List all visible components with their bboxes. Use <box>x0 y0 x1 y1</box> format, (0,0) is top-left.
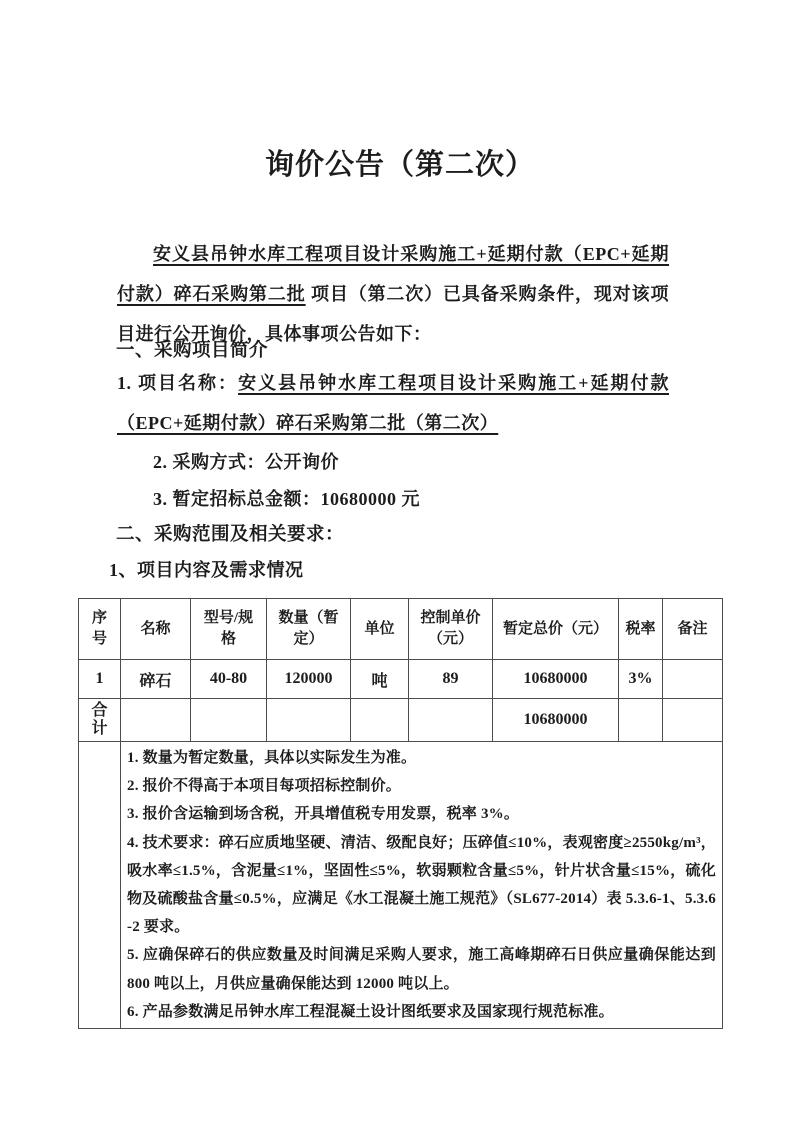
note-line-4: 4. 技术要求：碎石应质地坚硬、清洁、级配良好；压碎值≤10%，表观密度≥2550kg/m³，吸水率≤1.5%，含泥量≤1%，坚固性≤5%，软弱颗粒含量≤5%，针片状含量≤15%，硫化物及硫酸盐含量≤0.5%，应满足《水工混凝土施工规范》（SL677-2014）表 5.3.6-1、5.3.6-2 要求。 <box>127 834 716 936</box>
cell-tax-rate: 3% <box>619 660 663 699</box>
section-2-subheading: 1、项目内容及需求情况 <box>109 560 304 580</box>
note-line-1: 1. 数量为暂定数量，具体以实际发生为准。 <box>127 750 417 766</box>
cell-total-price: 10680000 <box>493 660 619 699</box>
note-line-2: 2. 报价不得高于本项目每项招标控制价。 <box>127 778 402 795</box>
header-model: 型号/规格 <box>191 599 267 660</box>
total-empty-cell <box>351 699 409 742</box>
header-name: 名称 <box>121 599 191 660</box>
total-empty-cell <box>663 699 723 742</box>
cell-name: 碎石 <box>121 660 191 699</box>
total-empty-cell <box>409 699 493 742</box>
section-1-heading: 一、采购项目简介 <box>116 341 269 361</box>
note-line-5: 5. 应确保碎石的供应数量及时间满足采购人要求，施工高峰期碎石日供应量确保能达到 800 吨以上，月供应量确保能达到 12000 吨以上。 <box>127 947 716 992</box>
doc-title: 询价公告（第二次） <box>264 149 535 181</box>
total-empty-cell <box>191 699 267 742</box>
table-total-row <box>79 699 723 742</box>
cell-remarks <box>663 660 723 699</box>
cell-unit: 吨 <box>351 660 409 699</box>
intro-underlined-text: 安义县吊钟水库工程项目设计采购施工+延期付款（EPC+延期付款）碎石采购第二批 <box>117 244 669 304</box>
procurement-method-item: 2. 采购方式：公开询价 <box>153 452 339 472</box>
total-empty-cell <box>267 699 351 742</box>
header-serial: 序号 <box>79 599 121 660</box>
note-line-6: 6. 产品参数满足吊钟水库工程混凝土设计图纸要求及国家现行规范标准。 <box>127 1003 614 1020</box>
table-header-row <box>79 599 723 660</box>
total-row-label: 合计 <box>79 699 121 742</box>
total-empty-cell <box>121 699 191 742</box>
note-line-3: 3. 报价含运输到场含税，开具增值税专用发票，税率 3%。 <box>127 806 520 823</box>
total-row-value: 10680000 <box>493 699 619 742</box>
project-name-item <box>117 363 669 443</box>
table-row <box>79 660 723 699</box>
header-tax-rate: 税率 <box>619 599 663 660</box>
total-empty-cell <box>619 699 663 742</box>
project-name-label: 1. 项目名称： <box>117 373 239 393</box>
project-name-value: 安义县吊钟水库工程项目设计采购施工+延期付款（EPC+延期付款）碎石采购第二批（第二次） <box>117 373 669 433</box>
notes-left-empty-cell <box>79 742 121 1029</box>
intro-rest-text: 项目（第二次）已具备采购条件，现对该项目进行公开询价，具体事项公告如下： <box>117 284 670 344</box>
header-total-price: 暂定总价（元） <box>493 599 619 660</box>
header-remarks: 备注 <box>663 599 723 660</box>
cell-model: 40-80 <box>191 660 267 699</box>
requirements-table <box>78 598 723 1029</box>
header-unit-price: 控制单价（元） <box>409 599 493 660</box>
table-notes-row <box>79 742 723 1029</box>
notes-cell <box>121 742 723 1029</box>
budget-total-item: 3. 暂定招标总金额：10680000 元 <box>153 489 420 509</box>
section-2-heading: 二、采购范围及相关要求： <box>116 525 345 545</box>
cell-serial: 1 <box>79 660 121 699</box>
cell-quantity: 120000 <box>267 660 351 699</box>
header-unit: 单位 <box>351 599 409 660</box>
intro-paragraph <box>117 234 669 354</box>
cell-unit-price: 89 <box>409 660 493 699</box>
header-quantity: 数量（暂定） <box>267 599 351 660</box>
